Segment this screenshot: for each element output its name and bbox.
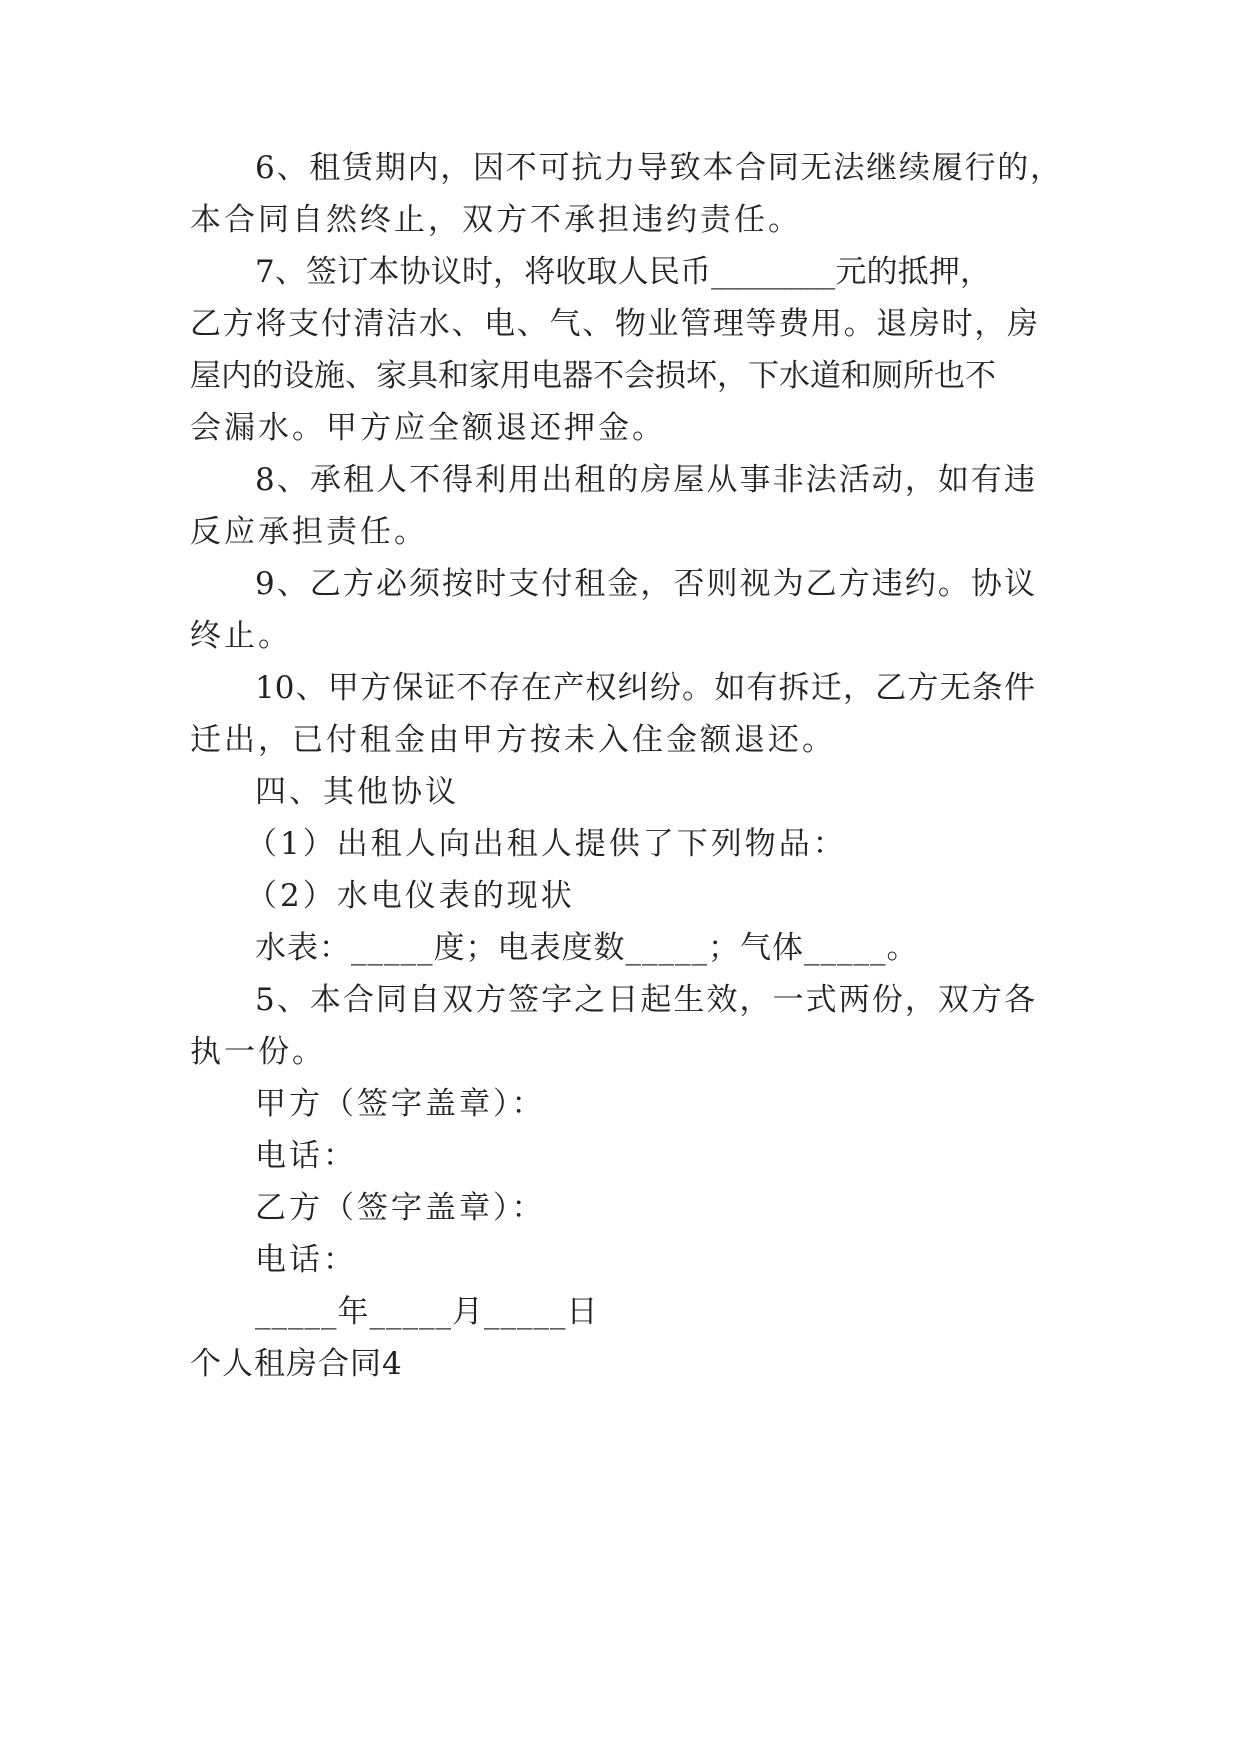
- clause-9-line-2: 终止。: [190, 618, 292, 654]
- item-2: （2）水电仪表的现状: [246, 878, 575, 914]
- clause-5-line-1: 5、本合同自双方签字之日起生效，一式两份，双方各: [255, 982, 1035, 1018]
- clause-7-line-4: 会漏水。甲方应全额退还押金。: [190, 410, 666, 446]
- clause-7-line-2: 乙方将支付清洁水、电、气、物业管理等费用。退房时，房: [190, 306, 1038, 342]
- section-heading-other-agreements: 四、其他协议: [255, 774, 459, 810]
- meter-readings: 水表：_____度；电表度数_____；气体_____。: [255, 930, 919, 966]
- clause-8-line-2: 反应承担责任。: [190, 514, 428, 550]
- clause-6-line-1: 6、租赁期内，因不可抗力导致本合同无法继续履行的，: [255, 150, 1061, 186]
- clause-7-line-3: 屋内的设施、家具和家用电器不会损坏，下水道和厕所也不: [190, 358, 996, 394]
- next-contract-heading: 个人租房合同4: [190, 1346, 403, 1382]
- clause-8-line-1: 8、承租人不得利用出租的房屋从事非法活动，如有违: [255, 462, 1035, 498]
- party-b-signature: 乙方（签字盖章）：: [255, 1190, 546, 1226]
- clause-10-line-1: 10、甲方保证不存在产权纠纷。如有拆迁，乙方无条件: [255, 670, 1035, 706]
- clause-6-line-2: 本合同自然终止，双方不承担违约责任。: [190, 202, 802, 238]
- clause-7-line-1: 7、签订本协议时，将收取人民币________元的抵押，: [255, 254, 991, 290]
- clause-5-line-2: 执一份。: [190, 1034, 326, 1070]
- party-a-signature: 甲方（签字盖章）：: [255, 1086, 546, 1122]
- party-a-phone: 电话：: [255, 1138, 357, 1174]
- clause-10-line-2: 迁出，已付租金由甲方按未入住金额退还。: [190, 722, 836, 758]
- date-line: _____年_____月_____日: [255, 1294, 599, 1330]
- clause-9-line-1: 9、乙方必须按时支付租金，否则视为乙方违约。协议: [255, 566, 1035, 602]
- party-b-phone: 电话：: [255, 1242, 357, 1278]
- item-1: （1）出租人向出租人提供了下列物品：: [246, 826, 847, 862]
